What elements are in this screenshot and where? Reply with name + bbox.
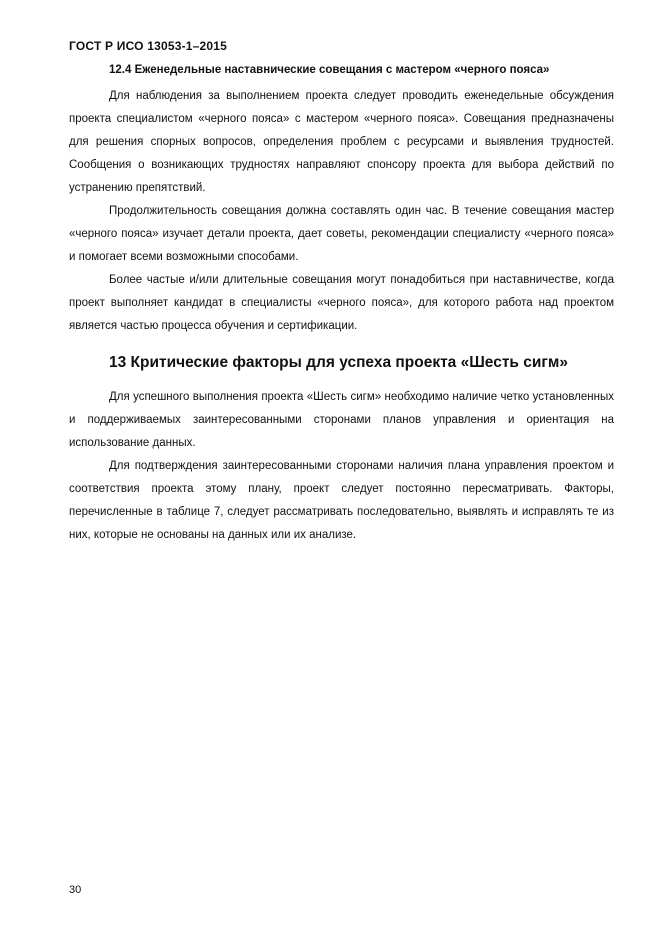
paragraph: Продолжительность совещания должна составлять один час. В течение совещания мастер «черного пояса» изучает детали проекта, дает советы, рекомендации специалисту «черного пояса» и помогает всеми возможными способами. xyxy=(69,205,614,263)
section-13-title: 13 Критические факторы для успеха проекта «Шесть сигм» xyxy=(109,354,568,371)
paragraph: Более частые и/или длительные совещания могут понадобиться при наставничестве, когда проект выполняет кандидат в специалисты «черного пояса», для которого работа над проектом является частью процесса обучения и сертификации. xyxy=(69,274,614,332)
page-content xyxy=(69,62,614,547)
subsection-12-4-title: 12.4 Еженедельные наставнические совещания с мастером «черного пояса» xyxy=(109,64,550,76)
standard-header: ГОСТ Р ИСО 13053-1–2015 xyxy=(69,39,228,53)
page-number: 30 xyxy=(69,884,82,896)
paragraph: Для успешного выполнения проекта «Шесть сигм» необходимо наличие четко установленных и поддерживаемых заинтересованными сторонами планов управления и ориентация на использование данных. xyxy=(69,391,614,449)
paragraph: Для наблюдения за выполнением проекта следует проводить еженедельные обсуждения проекта специалистом «черного пояса» с мастером «черного пояса». Совещания предназначены для решения спорных вопросов, определения проблем с ресурсами и выявления трудностей. Сообщения о возникающих трудностях направляют спонсору проекта для выбора действий по устранению препятствий. xyxy=(69,90,614,194)
paragraph: Для подтверждения заинтересованными сторонами наличия плана управления проектом и соответствия проекта этому плану, проект следует постоянно пересматривать. Факторы, перечисленные в таблице 7, следует рассматривать последовательно, выявлять и исправлять те из них, которые не основаны на данных или их анализе. xyxy=(69,460,614,541)
